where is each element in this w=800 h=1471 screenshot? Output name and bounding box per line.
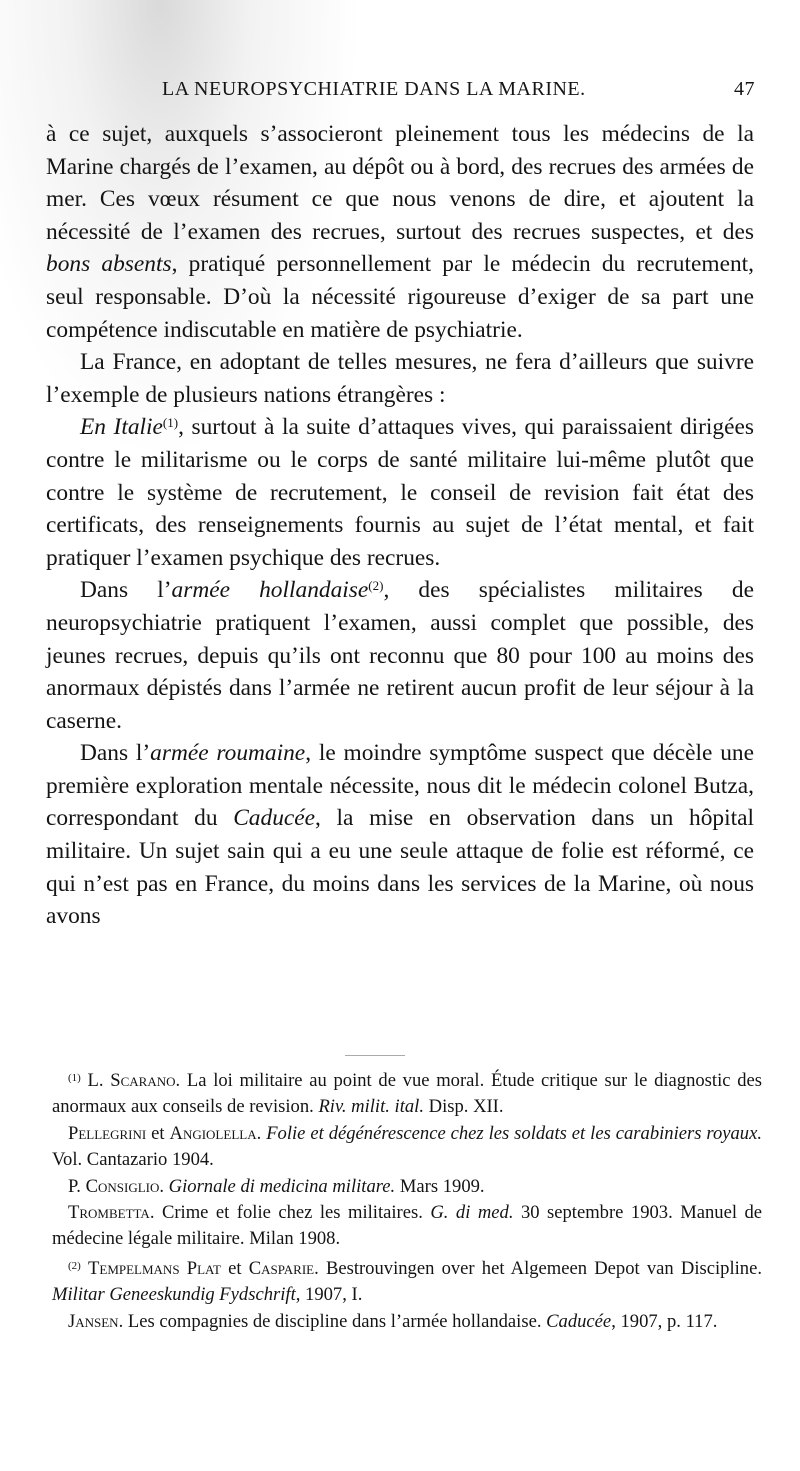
paragraph-1: à ce sujet, auxquels s’associeront pleinement tous les médecins de la Marine chargés de l’examen, au dépôt ou à bord, des recrues des armées de mer. Ces vœux résument ce que nous venons de dire, et ajoutent la nécessité de l’examen des recrues, surtout des recrues suspectes, et des bons absents, pratiqué personnellement par le médecin du recrutement, seul responsable. D’où la nécessité rigoureuse d’exiger de sa part une compétence indiscutable en matière de psychiatrie. [46, 121, 754, 343]
footnote-ref: (1) [162, 415, 179, 431]
footnote-ref: (2) [368, 578, 384, 594]
paragraph-2: La France, en adoptant de telles mesures, ne fera d’ailleurs que suivre l’exemple de plusieurs nations étrangères : [46, 349, 754, 408]
running-header [52, 78, 755, 106]
italic-phrase: bons absents [46, 251, 172, 278]
footnote-entry: Trombetta. Crime et folie chez les militaires. G. di med. 30 septembre 1903. Manuel de médecine légale militaire. Milan 1908. [52, 1202, 763, 1250]
page-number: 47 [734, 78, 755, 100]
italic-phrase: armée roumaine [150, 740, 306, 767]
italic-phrase: En Italie [80, 414, 163, 441]
footnote-2: $^{(2)}$ Tempelmans Plat et Casparie. Bestrouvingen over het Algemeen Depot van Discipline. Militar Geneeskundig Fydschrift, 1907, I. [52, 1257, 762, 1306]
paragraph-4: Dans l’armée hollandaise$^{(2)}$, des spécialistes militaires de neuropsychiatrie pratiquent l’examen, aussi complet que possible, des jeunes recrues, depuis qu’ils ont reconnu que 80 pour 100 au moins des anormaux dépistés dans l’armée ne retirent aucun profit de leur séjour à la caserne. [46, 577, 754, 734]
italic-phrase: armée hollandaise [171, 577, 369, 604]
footnote-entry: Pellegrini et Angiolella. Folie et dégénérescence chez les soldats et les carabiniers royaux. Vol. Cantazario 1904. [52, 1122, 762, 1171]
main-text [46, 118, 754, 933]
footnotes [52, 1065, 762, 1335]
footnote-1: $^{(1)}$ L. Scarano. La loi militaire au point de vue moral. Étude critique sur le diagnostic des anormaux aux conseils de revision. Riv. milit. ital. Disp. XII. [52, 1070, 762, 1118]
footnote-entry: Jansen. Les compagnies de discipline dans l’armée hollandaise. Caducée, 1907, p. 117. [68, 1310, 718, 1332]
paragraph-3: En Italie$^{(1)}$, surtout à la suite d’attaques vives, qui paraissaient dirigées contre le militarisme ou le corps de santé militaire lui-même plutôt que contre le système de recrutement, le conseil de revision fait état des certificats, des renseignements fournis au sujet de l’état mental, et fait pratiquer l’examen psychique des recrues. [46, 414, 754, 571]
footnote-entry: P. Consiglio. Giornale di medicina militare. Mars 1909. [68, 1175, 485, 1197]
paragraph-5: Dans l’armée roumaine, le moindre symptôme suspect que décèle une première exploration mentale nécessite, nous dit le médecin colonel Butza, correspondant du Caducée, la mise en observation dans un hôpital militaire. Un sujet sain qui a eu une seule attaque de folie est réformé, ce qui n’est pas en France, du moins dans les services de la Marine, où nous avons [46, 740, 754, 930]
footnote-separator [345, 1055, 405, 1056]
running-title: LA NEUROPSYCHIATRIE DANS LA MARINE. [162, 78, 586, 100]
italic-phrase: Caducée [233, 805, 316, 832]
